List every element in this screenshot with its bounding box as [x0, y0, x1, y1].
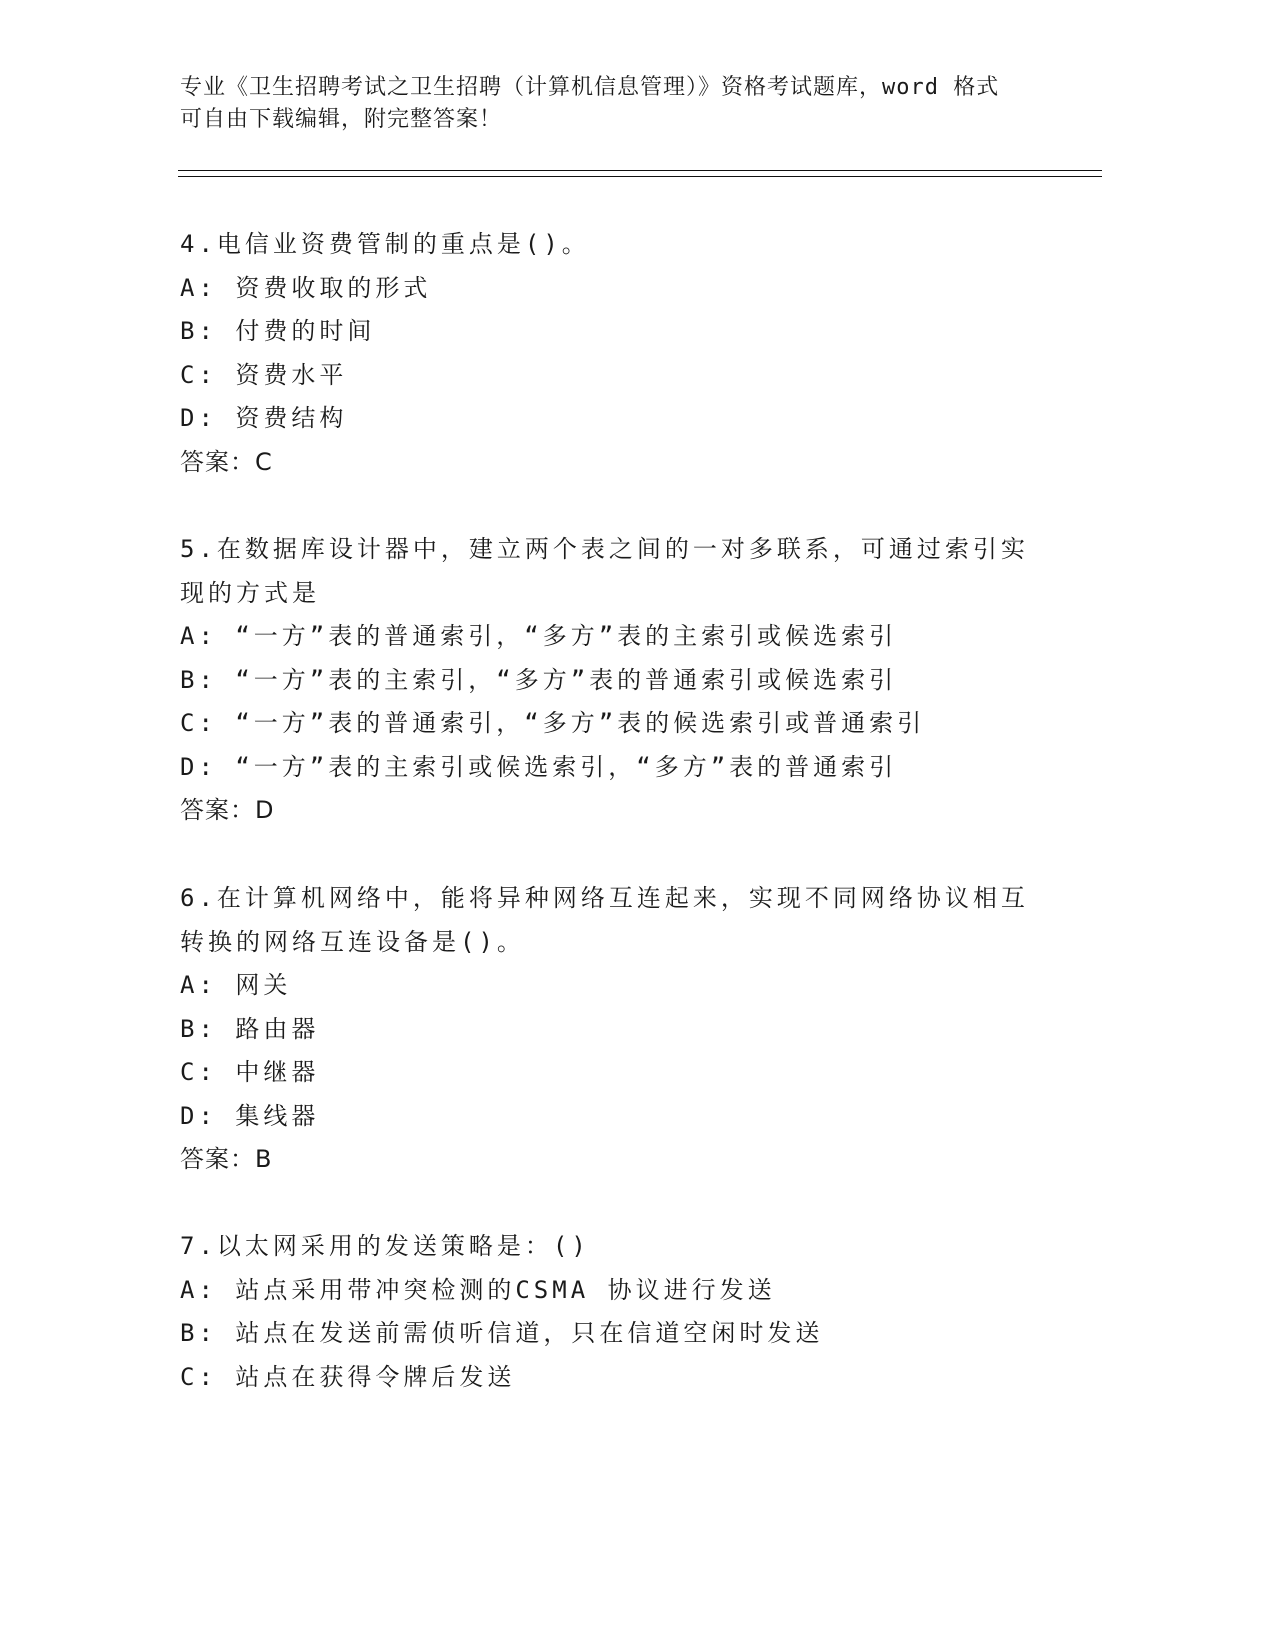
option-d: D: 资费结构	[180, 404, 348, 432]
question-4	[180, 223, 1080, 484]
option-d: D: 集线器	[180, 1101, 320, 1130]
header-divider-top	[178, 170, 1102, 171]
question-stem: 5.在数据库设计器中，建立两个表之间的一对多联系，可通过索引实	[180, 535, 1029, 563]
option-b: B: “一方”表的主索引，“多方”表的普通索引或候选索引	[180, 665, 898, 694]
option-a: A: 站点采用带冲突检测的CSMA 协议进行发送	[180, 1275, 776, 1304]
header-line-1: 专业《卫生招聘考试之卫生招聘（计算机信息管理）》资格考试题库，word 格式	[180, 75, 1000, 100]
question-6	[180, 877, 1080, 1182]
document-header	[180, 72, 1080, 136]
option-a: A: “一方”表的普通索引，“多方”表的主索引或候选索引	[180, 622, 898, 650]
answer-line: 答案：C	[180, 447, 273, 476]
option-d: D: “一方”表的主索引或候选索引，“多方”表的普通索引	[180, 752, 898, 781]
option-b: B: 站点在发送前需侦听信道，只在信道空闲时发送	[180, 1319, 824, 1347]
answer-line: 答案：D	[180, 796, 275, 824]
question-stem-continued: 转换的网络互连设备是()。	[180, 927, 525, 956]
option-c: C: 资费水平	[180, 360, 348, 389]
option-c: C: 中继器	[180, 1058, 320, 1086]
option-a: A: 网关	[180, 971, 292, 999]
question-stem: 4.电信业资费管制的重点是()。	[180, 230, 590, 258]
question-stem: 7.以太网采用的发送策略是：()	[180, 1232, 590, 1260]
option-c: C: “一方”表的普通索引，“多方”表的候选索引或普通索引	[180, 709, 926, 737]
answer-line: 答案：B	[180, 1145, 273, 1173]
question-stem: 6.在计算机网络中，能将异种网络互连起来，实现不同网络协议相互	[180, 884, 1029, 912]
question-7	[180, 1225, 1080, 1399]
option-c: C: 站点在获得令牌后发送	[180, 1362, 516, 1391]
option-b: B: 路由器	[180, 1014, 320, 1043]
option-a: A: 资费收取的形式	[180, 273, 432, 302]
header-divider-bottom	[178, 176, 1102, 177]
question-stem-continued: 现的方式是	[180, 578, 320, 607]
option-b: B: 付费的时间	[180, 317, 376, 345]
header-line-2: 可自由下载编辑，附完整答案！	[180, 107, 503, 132]
question-5	[180, 528, 1080, 833]
